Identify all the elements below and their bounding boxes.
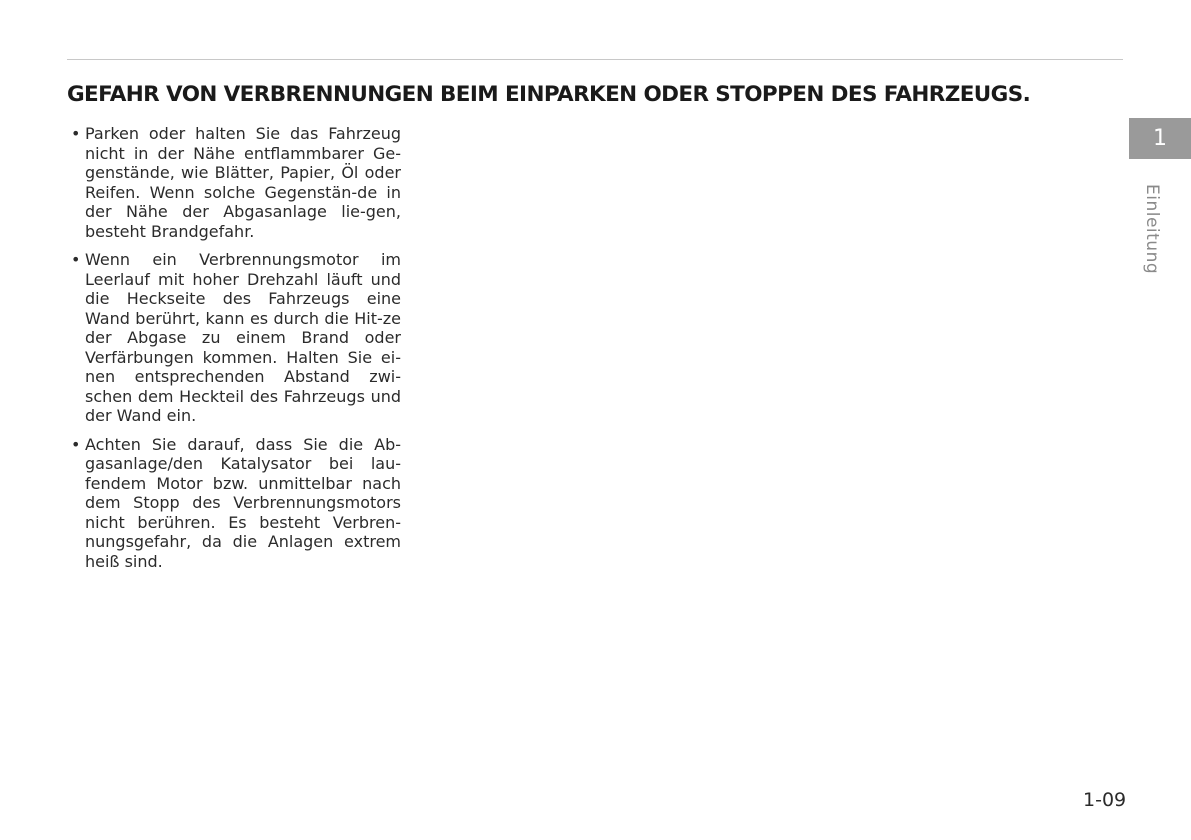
list-item (70, 124, 401, 241)
top-divider (67, 59, 1123, 60)
list-item-text: Achten Sie darauf, dass Sie die Ab-gasanlage/den Katalysator bei lau-fendem Motor bzw. unmittelbar nach dem Stopp des Verbrennungsmotors nicht berühren. Es besteht Verbren-nungsgefahr, da die Anlagen extrem heiß sind. (85, 434, 401, 571)
page-title: GEFAHR VON VERBRENNUNGEN BEIM EINPARKEN ODER STOPPEN DES FAHRZEUGS. (67, 82, 1031, 107)
list-item-text: Wenn ein Verbrennungsmotor im Leerlauf mit hoher Drehzahl läuft und die Heckseite des Fahrzeugs eine Wand berührt, kann es durch die Hit-ze der Abgase zu einem Brand oder Verfärbungen kommen. Halten Sie ei-nen entsprechenden Abstand zwi-schen dem Heckteil des Fahrzeugs und der Wand ein. (85, 250, 401, 425)
list-item (70, 435, 401, 572)
chapter-number: 1 (1153, 126, 1167, 151)
chapter-tab[interactable] (1129, 118, 1191, 159)
bullet-icon: • (71, 434, 81, 454)
bullet-icon: • (71, 124, 81, 143)
chapter-label: Einleitung (1142, 184, 1162, 275)
list-item (70, 250, 401, 426)
warning-list (70, 124, 401, 580)
list-item-text: Parken oder halten Sie das Fahrzeug nicht in der Nähe entflammbarer Ge-genstände, wie Blätter, Papier, Öl oder Reifen. Wenn solche Gegenstän-de in der Nähe der Abgasanlage lie-gen, besteht Brandgefahr. (85, 124, 401, 241)
page-number: 1-09 (1083, 789, 1127, 811)
bullet-icon: • (71, 250, 81, 269)
